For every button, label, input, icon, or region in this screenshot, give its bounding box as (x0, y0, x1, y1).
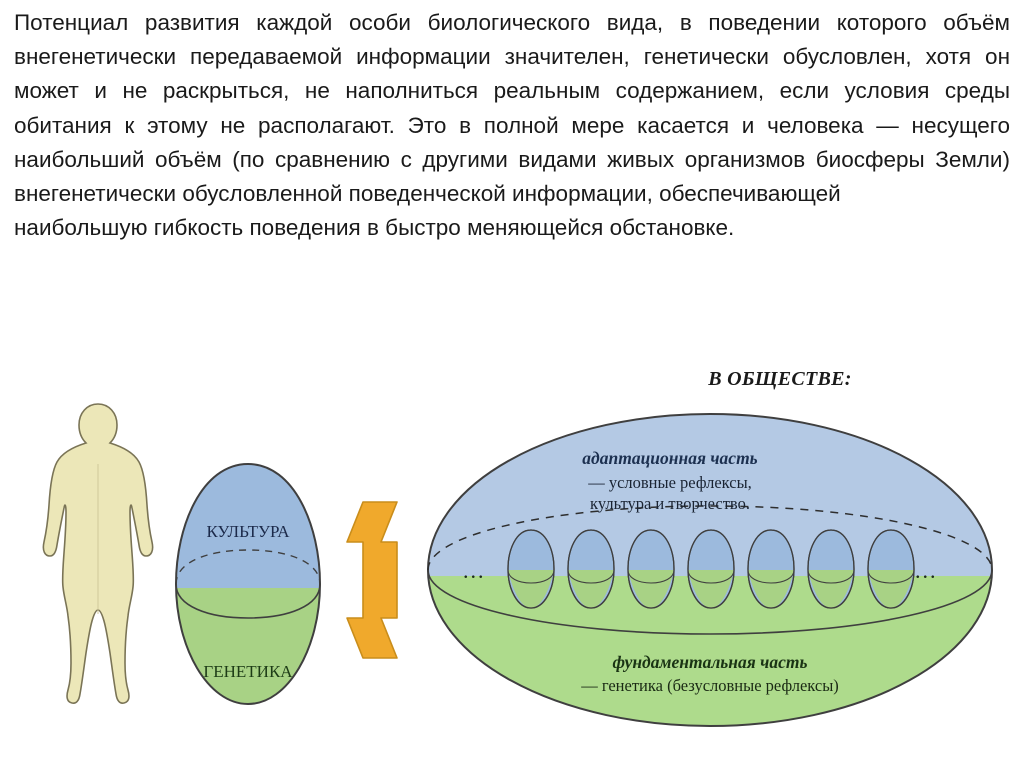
small-egg-genetics-label: ГЕНЕТИКА (203, 662, 293, 681)
ellipsis-right: ... (915, 558, 938, 583)
fundamental-part-title: фундаментальная часть (612, 652, 808, 672)
adaptive-part-line-2: культура и творчество. (590, 494, 750, 513)
ellipsis-left: ... (463, 558, 486, 583)
small-egg-shape (168, 460, 328, 710)
diagram-illustration (0, 360, 1024, 767)
paragraph-last-line: наибольшую гибкость поведения в быстро меняющейся обстановке. (14, 215, 735, 241)
body-paragraph (14, 6, 1010, 245)
small-egg-culture-label: КУЛЬТУРА (206, 522, 290, 541)
human-silhouette-icon (28, 398, 168, 718)
paragraph-text: Потенциал развития каждой особи биологического вида, в поведении которого объём внегенетически передаваемой информации значителен, генетически обусловлен, хотя он может и не раскрыться, не наполниться реальным содержанием, если условия среды обитания к этому не располагают. Это в полной мере касается и человека — несущего наибольший объём (по сравнению с другими видами живых организмов биосферы Земли) внегенетически обусловленной поведенческой информации, обеспечивающей (14, 10, 1010, 206)
society-heading: В ОБЩЕСТВЕ: (708, 368, 852, 390)
small-egg-diagram (168, 460, 328, 715)
fundamental-part-line: — генетика (безусловные рефлексы) (581, 676, 839, 695)
adaptive-part-title: адаптационная часть (582, 448, 758, 468)
double-arrow-icon (345, 500, 415, 660)
adaptive-part-line-1: — условные рефлексы, (588, 473, 752, 492)
